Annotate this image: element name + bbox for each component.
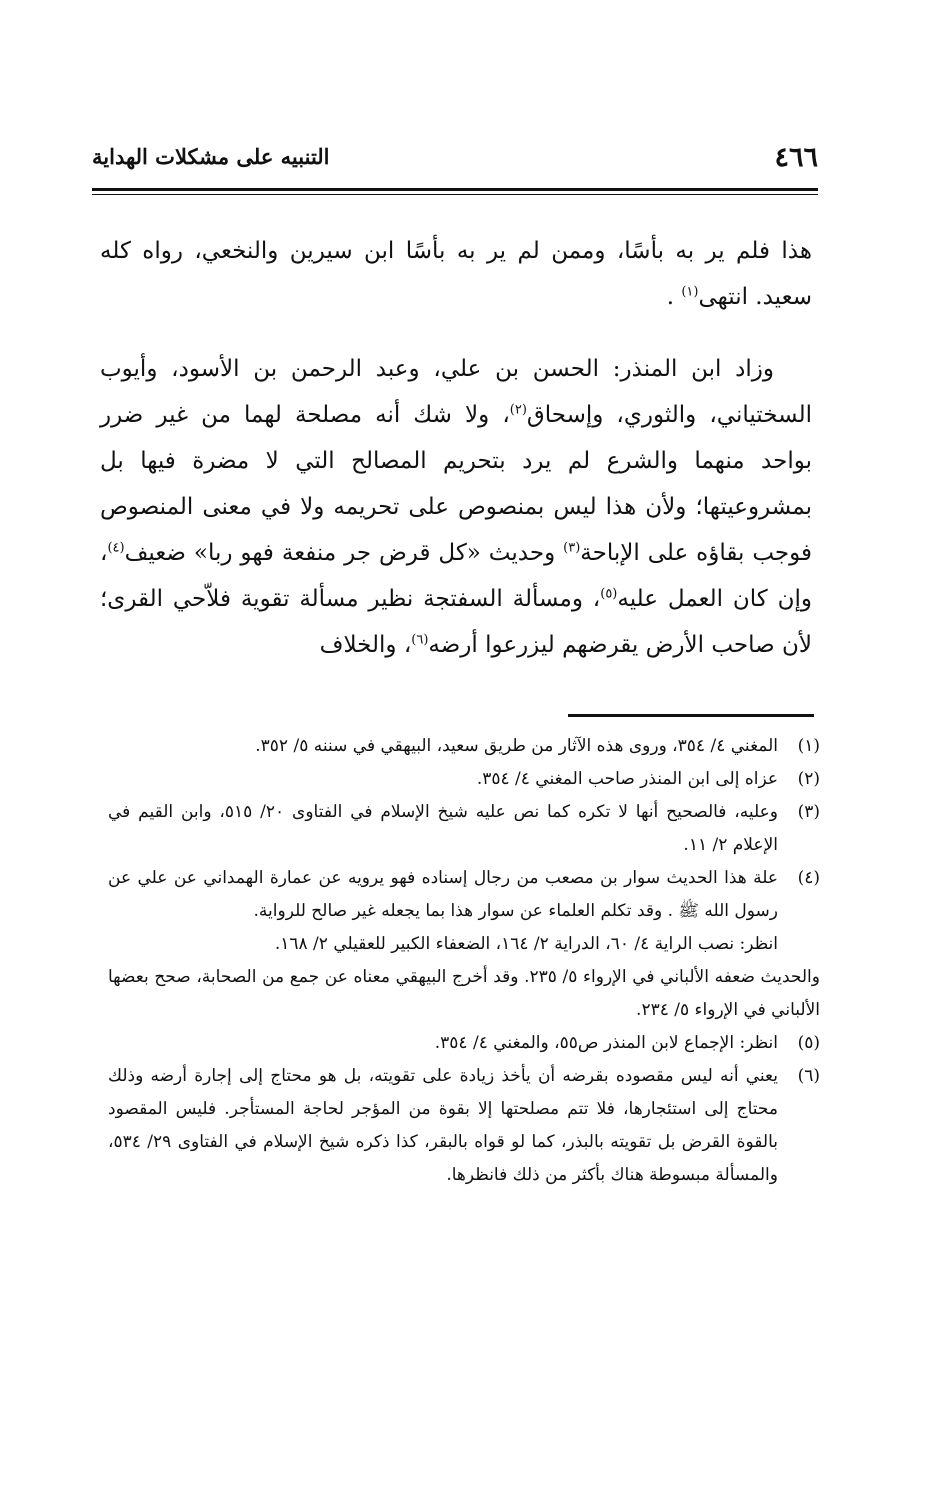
footnote-number: (٤) [797,868,820,888]
paragraph-2 [100,346,812,668]
paragraph-2-part-b: ، ولا شك أنه مصلحة لهما من غير ضرر بواحد منهما والشرع لم يرد بتحريم المصالح التي لا مضرة فيها بل بمشروعيتها؛ ولأن هذا ليس بمنصوص على تحريمه ولا في معنى المنصوص فوجب بقاؤه على الإباحة [100,402,812,566]
footnote-4-continuation-2: والحديث ضعفه الألباني في الإرواء ٥/ ٢٣٥. وقد أخرج البيهقي معناه عن جمع من الصحابة، صحح بعضها الألباني في الإرواء ٥/ ٢٣٤. [108,967,820,1020]
footnote-number: (٥) [797,1033,820,1053]
footnote-number: (٣) [797,802,820,822]
footnote-text: وعليه، فالصحيح أنها لا تكره كما نص عليه شيخ الإسلام في الفتاوى ٢٠/ ٥١٥، وابن القيم في الإعلام ٢/ ١١. [108,802,778,855]
footnote-6 [108,1060,820,1192]
paragraph-2-part-e: ، ومسألة السفتجة نظير مسألة تقوية فلاّحي القرى؛ لأن صاحب الأرض يقرضهم ليزرعوا أرضه [100,586,812,658]
main-text [100,228,812,668]
paragraph-1-end: . [666,284,682,310]
footnote-ref-4: (٤) [107,540,125,556]
footnotes [108,730,820,1192]
footnote-text: عزاه إلى ابن المنذر صاحب المغني ٤/ ٣٥٤. [476,769,778,789]
footnote-number: (٦) [797,1066,820,1086]
footnote-text: انظر: الإجماع لابن المنذر ص٥٥، والمغني ٤/ ٣٥٤. [434,1033,778,1053]
page-number: ٤٦٦ [774,142,818,173]
header-rule-thin [92,194,818,195]
footnote-separator [568,714,814,717]
footnote-number: (١) [797,736,820,756]
footnote-text: علة هذا الحديث سوار بن مصعب من رجال إسناده فهو يرويه عن عمارة الهمداني عن علي عن رسول الله ﷺ . وقد تكلم العلماء عن سوار هذا بما يجعله غير صالح للرواية. [108,868,778,921]
paragraph-2-part-f: ، والخلاف [319,632,412,658]
footnote-3 [108,796,820,862]
page-header [92,138,818,188]
footnote-4 [108,862,820,928]
footnote-number: (٢) [797,769,820,789]
paragraph-1-text: هذا فلم ير به بأسًا، وممن لم ير به بأسًا ابن سيرين والنخعي، رواه كله سعيد. انتهى [100,238,812,310]
header-rule [92,188,818,191]
footnote-ref-6: (٦) [411,632,429,648]
footnote-4-continuation-1: انظر: نصب الراية ٤/ ٦٠، الدراية ٢/ ١٦٤، الضعفاء الكبير للعقيلي ٢/ ١٦٨. [274,934,778,954]
footnote-ref-5: (٥) [600,586,618,602]
footnote-1 [108,730,820,763]
paragraph-2-part-d: ، وإن كان العمل عليه [100,540,812,612]
footnote-2 [108,763,820,796]
footnote-text: يعني أنه ليس مقصوده بقرضه أن يأخذ زيادة على تقويته، بل هو محتاج إلى إجارة أرضه وذلك محتاج إلى استئجارها، فلا تتم مصلحتها إلا بقوة من المؤجر لحاجة المستأجر. فليس المقصود بالقوة القرض بل تقويته بالبذر، كما لو قواه بالبقر، كذا ذكره شيخ الإسلام في الفتاوى ٢٩/ ٥٣٤، والمسألة مبسوطة هناك بأكثر من ذلك فانظرها. [108,1066,778,1185]
running-title: التنبيه على مشكلات الهداية [92,144,330,169]
footnote-5 [108,1027,820,1060]
paragraph-2-part-a: وزاد ابن المنذر: الحسن بن علي، وعبد الرحمن بن الأسود، وأيوب السختياني، والثوري، وإسحاق [100,356,812,428]
footnote-text: المغني ٤/ ٣٥٤، وروى هذه الآثار من طريق سعيد، البيهقي في سننه ٥/ ٣٥٢. [255,736,778,756]
paragraph-1 [100,228,812,320]
footnote-ref-1: (١) [681,284,699,300]
paragraph-gap [100,320,812,346]
footnote-ref-3: (٣) [563,540,581,556]
footnote-ref-2: (٢) [509,402,527,418]
paragraph-2-part-c: وحديث «كل قرض جر منفعة فهو ربا» ضعيف [124,540,564,566]
